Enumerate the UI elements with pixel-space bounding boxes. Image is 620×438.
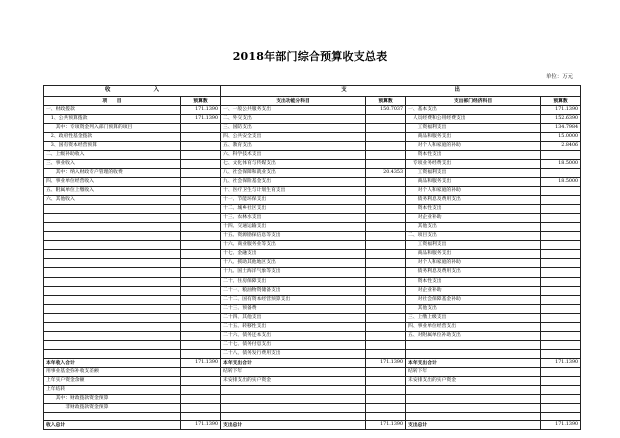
cell-income-item (44, 340, 181, 349)
cell-economic-amount (541, 331, 581, 340)
cell-income-item: 其中：财政拨款资金预算 (44, 395, 181, 404)
cell-income-item: 收入总计 (44, 421, 181, 430)
cell-economic-amount (541, 214, 581, 223)
cell-income-item (44, 331, 181, 340)
cell-income-item (44, 286, 181, 295)
cell-income-item (44, 205, 181, 214)
cell-economic-amount (541, 413, 581, 421)
cell-income-amount: 171.1390 (181, 105, 221, 114)
cell-function-category: 二、外交支出 (221, 114, 366, 123)
cell-economic-amount: 18.5000 (541, 178, 581, 187)
cell-income-amount (181, 205, 221, 214)
table-row (44, 349, 581, 358)
cell-economic-amount: 152.6390 (541, 114, 581, 123)
cell-function-category (221, 404, 366, 413)
cell-economic-amount (541, 205, 581, 214)
cell-function-category: 十七、金融支出 (221, 250, 366, 259)
table-row (44, 168, 581, 177)
cell-economic-category: 工资福利支出 (406, 123, 541, 132)
cell-function-amount (366, 277, 406, 286)
cell-economic-category: 二、项目支出 (406, 232, 541, 241)
cell-function-amount (366, 340, 406, 349)
cell-income-item (44, 277, 181, 286)
cell-function-category: 十八、援助其他地区支出 (221, 259, 366, 268)
table-row (44, 232, 581, 241)
cell-economic-amount (541, 377, 581, 386)
cell-income-item (44, 259, 181, 268)
cell-economic-category: 对个人和家庭的补助 (406, 259, 541, 268)
table-row (44, 386, 581, 395)
cell-economic-category: 对企业补助 (406, 286, 541, 295)
cell-function-category: 三、国防支出 (221, 123, 366, 132)
cell-income-amount (181, 250, 221, 259)
cell-function-amount (366, 132, 406, 141)
cell-economic-amount (541, 368, 581, 377)
col-header-economic-category: 支出部门经济科目 (406, 96, 541, 105)
cell-function-amount (366, 386, 406, 395)
cell-economic-amount (541, 386, 581, 395)
cell-economic-category: 三、上缴上级支出 (406, 313, 541, 322)
table-row (44, 286, 581, 295)
cell-function-category: 十一、节能环保支出 (221, 196, 366, 205)
cell-income-amount (181, 214, 221, 223)
cell-income-item: 五、附属单位上缴收入 (44, 187, 181, 196)
cell-economic-category: 本年支出合计 (406, 358, 541, 367)
cell-income-amount (181, 377, 221, 386)
table-row (44, 196, 581, 205)
cell-income-amount (181, 141, 221, 150)
cell-economic-category: 对个人和家庭的补助 (406, 141, 541, 150)
cell-economic-category: 对社会保障基金补助 (406, 295, 541, 304)
unit-label: 单位：万元 (546, 74, 573, 80)
table-row (44, 132, 581, 141)
cell-function-amount (366, 205, 406, 214)
cell-income-amount (181, 159, 221, 168)
cell-economic-category: 人员经费和公用经费支出 (406, 114, 541, 123)
col-header-function-amount: 预算数 (366, 96, 406, 105)
cell-income-amount (181, 232, 221, 241)
table-row (44, 178, 581, 187)
cell-income-item (44, 295, 181, 304)
table-row (44, 313, 581, 322)
table-row (44, 123, 581, 132)
cell-function-category: 二十三、预备费 (221, 304, 366, 313)
cell-economic-category: 商品和服务支出 (406, 250, 541, 259)
table-row (44, 404, 581, 413)
cell-function-amount (366, 268, 406, 277)
column-header-row (44, 96, 581, 105)
cell-income-item (44, 313, 181, 322)
cell-function-category: 十四、交通运输支出 (221, 223, 366, 232)
cell-economic-category: 资本性支出 (406, 205, 541, 214)
cell-function-amount (366, 395, 406, 404)
cell-income-amount (181, 331, 221, 340)
cell-function-amount (366, 286, 406, 295)
cell-function-category: 五、教育支出 (221, 141, 366, 150)
cell-function-amount (366, 322, 406, 331)
cell-function-category: 二十五、转移性支出 (221, 322, 366, 331)
cell-function-category: 未安排支出的实户资金 (221, 377, 366, 386)
cell-function-category: 十五、资源勘探信息等支出 (221, 232, 366, 241)
cell-income-item: 2、政府性基金拨款 (44, 132, 181, 141)
cell-function-amount (366, 141, 406, 150)
annual-total-row (44, 358, 581, 367)
cell-economic-amount (541, 187, 581, 196)
cell-economic-amount (541, 250, 581, 259)
table-row (44, 187, 581, 196)
cell-economic-category (406, 386, 541, 395)
cell-function-category: 支出总计 (221, 421, 366, 430)
cell-function-category: 十二、城乡社区支出 (221, 205, 366, 214)
table-row (44, 377, 581, 386)
cell-economic-category: 资本性支出 (406, 150, 541, 159)
cell-economic-category: 工资福利支出 (406, 241, 541, 250)
cell-economic-amount: 15.0000 (541, 132, 581, 141)
cell-function-amount (366, 413, 406, 421)
cell-economic-amount (541, 150, 581, 159)
cell-economic-category: 其他支出 (406, 223, 541, 232)
table-row (44, 413, 581, 421)
cell-income-amount (181, 150, 221, 159)
cell-function-amount (366, 178, 406, 187)
cell-income-item: 四、事业单位经营收入 (44, 178, 181, 187)
cell-function-amount (366, 250, 406, 259)
cell-function-category: 二十六、债务还本支出 (221, 331, 366, 340)
cell-income-amount (181, 196, 221, 205)
table-row (44, 223, 581, 232)
cell-economic-category (406, 413, 541, 421)
cell-economic-category: 商品和服务支出 (406, 132, 541, 141)
cell-economic-category: 债务利息及费用支出 (406, 196, 541, 205)
cell-function-amount (366, 295, 406, 304)
cell-income-item: 用事业基金弥补收支差额 (44, 368, 181, 377)
cell-economic-amount (541, 168, 581, 177)
cell-income-amount (181, 395, 221, 404)
table-row (44, 395, 581, 404)
cell-income-amount (181, 178, 221, 187)
cell-income-item: 1、公共预算拨款 (44, 114, 181, 123)
cell-income-item (44, 349, 181, 358)
cell-income-amount (181, 187, 221, 196)
col-header-income-amount: 预算数 (181, 96, 221, 105)
cell-income-amount (181, 223, 221, 232)
expenditure-section-header: 支 出 (221, 86, 581, 97)
cell-income-item: 3、国有资本经营预算 (44, 141, 181, 150)
cell-economic-amount (541, 404, 581, 413)
cell-income-item (44, 413, 181, 421)
cell-economic-amount (541, 277, 581, 286)
table-row (44, 259, 581, 268)
table-row (44, 322, 581, 331)
cell-income-amount (181, 268, 221, 277)
cell-income-amount (181, 313, 221, 322)
cell-economic-amount (541, 232, 581, 241)
cell-function-category: 二十四、其他支出 (221, 313, 366, 322)
cell-economic-category: 四、事业单位经营支出 (406, 322, 541, 331)
cell-economic-amount (541, 304, 581, 313)
cell-function-amount: 171.1390 (366, 421, 406, 430)
cell-function-amount (366, 349, 406, 358)
table-row (44, 214, 581, 223)
table-row (44, 205, 581, 214)
cell-economic-amount: 2.8406 (541, 141, 581, 150)
cell-economic-amount (541, 340, 581, 349)
cell-economic-amount (541, 196, 581, 205)
cell-function-amount (366, 377, 406, 386)
cell-function-amount (366, 223, 406, 232)
top-header-row (44, 86, 581, 97)
cell-function-amount (366, 259, 406, 268)
cell-economic-category: 资本性支出 (406, 277, 541, 286)
table-row (44, 114, 581, 123)
cell-income-item: 上年实户资金余额 (44, 377, 181, 386)
cell-function-category: 本年支出合计 (221, 358, 366, 367)
cell-function-amount: 20.4353 (366, 168, 406, 177)
table-row (44, 331, 581, 340)
cell-income-amount (181, 168, 221, 177)
table-row (44, 304, 581, 313)
cell-economic-amount: 171.1390 (541, 358, 581, 367)
cell-economic-category: 结转下年 (406, 368, 541, 377)
cell-economic-category (406, 349, 541, 358)
cell-economic-amount: 134.7984 (541, 123, 581, 132)
cell-function-amount (366, 114, 406, 123)
cell-economic-amount (541, 395, 581, 404)
cell-economic-category: 债务利息及费用支出 (406, 268, 541, 277)
cell-economic-category: 其他支出 (406, 304, 541, 313)
cell-economic-category: 工资福利支出 (406, 168, 541, 177)
cell-income-amount (181, 413, 221, 421)
cell-function-category: 七、文化体育与传媒支出 (221, 159, 366, 168)
cell-income-amount (181, 286, 221, 295)
cell-income-item: 其中：专项资金列入部门预算的项目 (44, 123, 181, 132)
cell-income-amount (181, 132, 221, 141)
col-header-economic-amount: 预算数 (541, 96, 581, 105)
cell-income-amount (181, 386, 221, 395)
cell-economic-category: 专项业务经费支出 (406, 159, 541, 168)
table-row (44, 241, 581, 250)
table-row (44, 105, 581, 114)
cell-function-category: 四、公共安全支出 (221, 132, 366, 141)
cell-function-amount (366, 232, 406, 241)
table-row (44, 159, 581, 168)
cell-income-item (44, 241, 181, 250)
income-section-header: 收 入 (44, 86, 221, 97)
table-row (44, 340, 581, 349)
cell-income-item: 非财政拨款资金预算 (44, 404, 181, 413)
cell-economic-amount: 171.1390 (541, 105, 581, 114)
cell-economic-amount (541, 295, 581, 304)
cell-economic-category: 商品和服务支出 (406, 178, 541, 187)
cell-economic-amount (541, 349, 581, 358)
cell-function-amount (366, 241, 406, 250)
table-row (44, 295, 581, 304)
table-row (44, 268, 581, 277)
cell-income-amount (181, 277, 221, 286)
cell-function-amount (366, 214, 406, 223)
cell-economic-category (406, 340, 541, 349)
cell-economic-amount (541, 259, 581, 268)
cell-function-amount (366, 123, 406, 132)
cell-function-amount (366, 304, 406, 313)
cell-income-amount: 171.1390 (181, 114, 221, 123)
cell-function-category: 二十二、国有资本经营预算支出 (221, 295, 366, 304)
budget-table (43, 85, 581, 430)
cell-income-amount (181, 241, 221, 250)
cell-income-item: 本年收入合计 (44, 358, 181, 367)
cell-function-category: 十九、国土海洋气象等支出 (221, 268, 366, 277)
cell-income-item (44, 250, 181, 259)
cell-economic-amount (541, 241, 581, 250)
cell-income-amount (181, 322, 221, 331)
cell-function-amount (366, 368, 406, 377)
cell-economic-category: 对个人和家庭的补助 (406, 187, 541, 196)
cell-function-category: 一、一般公共服务支出 (221, 105, 366, 114)
cell-function-category: 二十一、粮油物资储备支出 (221, 286, 366, 295)
cell-function-amount (366, 150, 406, 159)
cell-income-amount (181, 304, 221, 313)
cell-function-category: 十三、农林水支出 (221, 214, 366, 223)
col-header-income-item: 项 目 (44, 96, 181, 105)
cell-economic-category: 一、基本支出 (406, 105, 541, 114)
cell-function-amount (366, 187, 406, 196)
cell-income-item (44, 223, 181, 232)
cell-economic-amount (541, 322, 581, 331)
cell-economic-amount: 171.1390 (541, 421, 581, 430)
cell-income-item (44, 214, 181, 223)
cell-function-amount (366, 313, 406, 322)
cell-function-category: 二十七、债务付息支出 (221, 340, 366, 349)
cell-income-item (44, 232, 181, 241)
cell-income-item: 三、事业收入 (44, 159, 181, 168)
cell-function-category: 六、科学技术支出 (221, 150, 366, 159)
cell-economic-category: 对企业补助 (406, 214, 541, 223)
cell-function-category: 十、医疗卫生与计划生育支出 (221, 187, 366, 196)
cell-income-item (44, 304, 181, 313)
cell-economic-category (406, 404, 541, 413)
cell-function-amount (366, 196, 406, 205)
cell-income-item: 六、其他收入 (44, 196, 181, 205)
table-row (44, 277, 581, 286)
cell-income-item: 其中：纳入财政专户管理的收费 (44, 168, 181, 177)
cell-income-item: 上年结转 (44, 386, 181, 395)
page-title: 2018年部门综合预算收支总表 (232, 50, 388, 63)
cell-economic-category: 未安排支出的实户资金 (406, 377, 541, 386)
grand-total-row (44, 421, 581, 430)
cell-income-amount (181, 340, 221, 349)
table-row (44, 250, 581, 259)
cell-function-category: 二十、住房保障支出 (221, 277, 366, 286)
cell-function-category (221, 386, 366, 395)
cell-function-amount (366, 331, 406, 340)
cell-economic-amount (541, 268, 581, 277)
table-row (44, 141, 581, 150)
cell-income-amount (181, 259, 221, 268)
cell-economic-amount (541, 223, 581, 232)
cell-income-amount (181, 368, 221, 377)
cell-economic-category (406, 395, 541, 404)
cell-income-amount (181, 123, 221, 132)
cell-economic-category: 支出总计 (406, 421, 541, 430)
cell-function-amount (366, 404, 406, 413)
cell-economic-amount (541, 313, 581, 322)
cell-function-amount (366, 159, 406, 168)
cell-function-category: 十六、商业服务业等支出 (221, 241, 366, 250)
cell-income-amount: 171.1390 (181, 421, 221, 430)
cell-income-amount (181, 404, 221, 413)
cell-income-amount (181, 295, 221, 304)
cell-income-item (44, 322, 181, 331)
table-row (44, 368, 581, 377)
cell-income-item: 一、财政拨款 (44, 105, 181, 114)
table-row (44, 150, 581, 159)
cell-function-amount: 150.7037 (366, 105, 406, 114)
cell-economic-category: 五、对附属单位补助支出 (406, 331, 541, 340)
cell-economic-amount (541, 286, 581, 295)
cell-income-amount: 171.1390 (181, 358, 221, 367)
cell-income-amount (181, 349, 221, 358)
cell-function-category: 八、社会保障和就业支出 (221, 168, 366, 177)
cell-function-category: 结转下年 (221, 368, 366, 377)
cell-function-category: 九、社会保险基金支出 (221, 178, 366, 187)
cell-function-category (221, 413, 366, 421)
cell-function-amount: 171.1390 (366, 358, 406, 367)
cell-function-category: 二十八、债务发行费用支出 (221, 349, 366, 358)
col-header-function-category: 支出功能分科目 (221, 96, 366, 105)
cell-income-item: 二、上级补助收入 (44, 150, 181, 159)
cell-economic-amount: 18.5000 (541, 159, 581, 168)
cell-income-item (44, 268, 181, 277)
cell-function-category (221, 395, 366, 404)
